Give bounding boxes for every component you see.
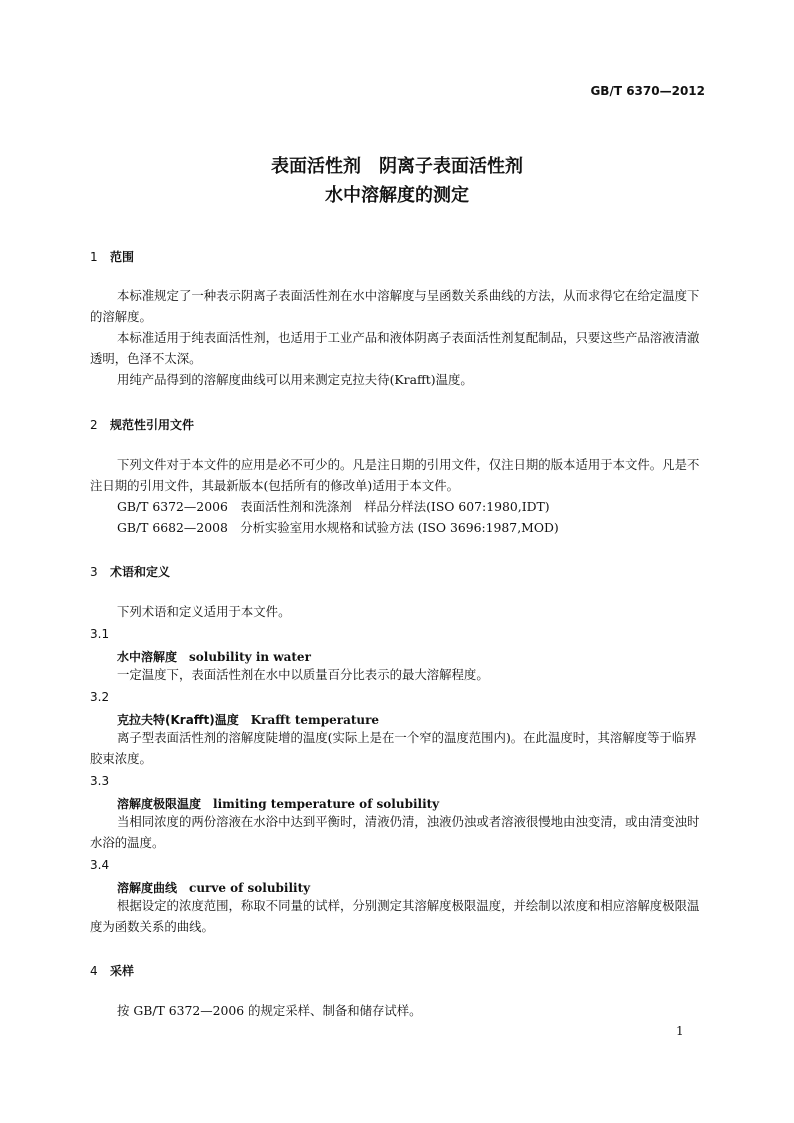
term-heading: [117, 648, 311, 665]
term-en: limiting temperature of solubility: [213, 797, 440, 811]
section-title: 采样: [110, 964, 135, 978]
document-subtitle: 水中溶解度的测定: [325, 185, 469, 206]
paragraph: 下列术语和定义适用于本文件。: [117, 604, 291, 619]
section-title: 范围: [110, 250, 135, 264]
term-zh: 克拉夫特(Krafft)温度: [117, 713, 239, 727]
section-number: 4: [90, 964, 98, 978]
term-en: Krafft temperature: [250, 713, 380, 727]
term-definition: 一定温度下，表面活性剂在水中以质量百分比表示的最大溶解程度。: [117, 667, 489, 682]
term-en: solubility in water: [189, 650, 311, 664]
section-number: 2: [90, 418, 98, 432]
term-definition: 当相同浓度的两份溶液在水浴中达到平衡时，清液仍清，浊液仍浊或者溶液很慢地由浊变清，或由清变浊时水浴的温度。: [90, 814, 700, 850]
section-number: 3: [90, 565, 98, 579]
term-en: curve of solubility: [189, 881, 311, 895]
paragraph: 下列文件对于本文件的应用是必不可少的。凡是注日期的引用文件，仅注日期的版本适用于本文件。凡是不注日期的引用文件，其最新版本(包括所有的修改单)适用于本文件。: [90, 457, 700, 493]
reference-item: GB/T 6372—2006 表面活性剂和洗涤剂 样品分样法(ISO 607:1980,IDT): [117, 499, 550, 514]
term-zh: 水中溶解度: [117, 650, 178, 664]
clause-number: 3.4: [90, 858, 110, 872]
section-3-heading: [90, 563, 170, 580]
paragraph: 本标准适用于纯表面活性剂，也适用于工业产品和液体阴离子表面活性剂复配制品，只要这些产品溶液清澈透明，色泽不太深。: [90, 330, 700, 366]
term-zh: 溶解度曲线: [117, 881, 178, 895]
paragraph: 本标准规定了一种表示阴离子表面活性剂在水中溶解度与呈函数关系曲线的方法，从而求得它在给定温度下的溶解度。: [90, 288, 700, 324]
section-1-heading: [90, 248, 134, 265]
clause-number: 3.1: [90, 627, 110, 641]
term-heading: [117, 879, 310, 896]
paragraph: 按 GB/T 6372—2006 的规定采样、制备和储存试样。: [117, 1003, 422, 1018]
term-heading: [117, 711, 379, 728]
term-heading: [117, 795, 439, 812]
section-4-heading: [90, 962, 134, 979]
term-definition: 离子型表面活性剂的溶解度陡增的温度(实际上是在一个窄的温度范围内)。在此温度时，其溶解度等于临界胶束浓度。: [90, 730, 697, 766]
page-number: 1: [676, 1024, 684, 1038]
section-title: 术语和定义: [110, 565, 171, 579]
section-2-heading: [90, 416, 194, 433]
section-number: 1: [90, 250, 98, 264]
reference-item: GB/T 6682—2008 分析实验室用水规格和试验方法 (ISO 3696:1987,MOD): [117, 520, 559, 535]
standard-code: GB/T 6370—2012: [590, 84, 705, 98]
paragraph: 用纯产品得到的溶解度曲线可以用来测定克拉夫待(Krafft)温度。: [117, 372, 473, 387]
section-title: 规范性引用文件: [110, 418, 195, 432]
term-zh: 溶解度极限温度: [117, 797, 202, 811]
document-title: 表面活性剂 阴离子表面活性剂: [271, 156, 523, 177]
clause-number: 3.3: [90, 774, 110, 788]
clause-number: 3.2: [90, 690, 110, 704]
term-definition: 根据设定的浓度范围，称取不同量的试样，分别测定其溶解度极限温度，并绘制以浓度和相应溶解度极限温度为函数关系的曲线。: [90, 898, 700, 934]
